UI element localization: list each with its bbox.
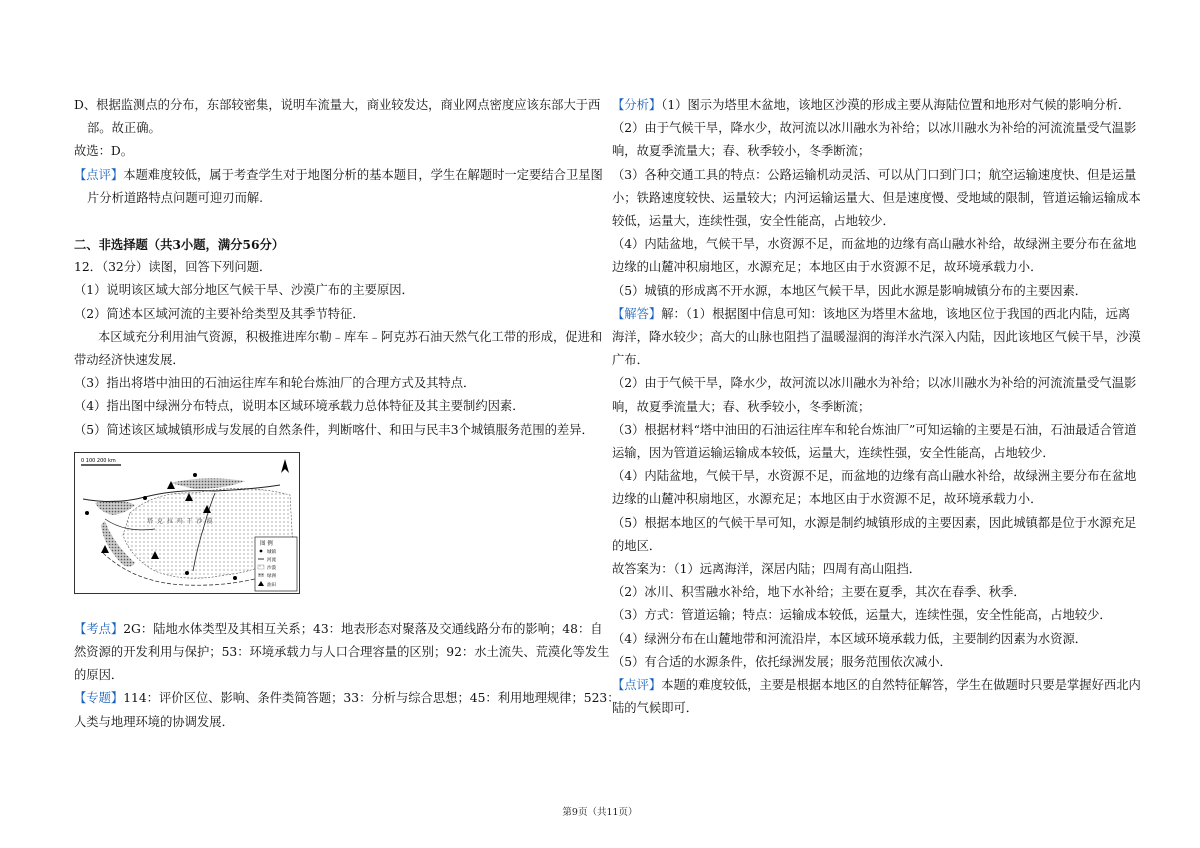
page-footer: 第9页（共11页） [562, 807, 638, 818]
kaodian-tag: 【考点】 [74, 621, 124, 636]
town-marker [185, 571, 189, 575]
solution-text: （3）根据材料“塔中油田的石油运往库车和轮台炼油厂”可知运输的主要是石油，石油最适合管道 [612, 422, 1137, 437]
oasis-belt [170, 478, 245, 489]
solution-text: （4）内陆盆地，气候干旱，水资源不足，而盆地的边缘有高山融水补给，故绿洲主要分布在盆地 [612, 469, 1137, 484]
left-column [74, 94, 620, 734]
legend-item: 绿洲 [267, 573, 276, 579]
town-marker [193, 473, 197, 477]
right-column [612, 94, 1141, 720]
zhuanti-paragraph [74, 687, 620, 710]
analysis-text: 小；铁路速度较快、运量较大；内河运输运量大、但是速度慢、受地域的限制，管道运输运输成本 [612, 190, 1141, 205]
kaodian-text: 2G：陆地水体类型及其相互关系；43：地表形态对聚落及交通线路分布的影响；48：自 [123, 621, 603, 636]
analysis-tag: 【分析】 [612, 98, 662, 112]
answer-line: （3）方式：管道运输；特点：运输成本较低，运量大，连续性强，安全性能高，占地较少． [612, 608, 1112, 623]
analysis-text: （1）图示为塔里木盆地，该地区沙漠的形成主要从海陆位置和地形对气候的影响分析． [661, 98, 1131, 112]
map-graphic [75, 453, 299, 593]
review-tag: 【点评】 [612, 678, 662, 693]
question-item: （5）简述该区域城镇形成与发展的自然条件，判断喀什、和田与民丰3个城镇服务范围的差异． [74, 422, 594, 437]
solution-text: 广布． [612, 353, 649, 368]
analysis-text: 边缘的山麓冲积扇地区，水源充足；本地区由于水资源不足，故环境承载力小． [612, 260, 1043, 275]
oil-field-marker [101, 545, 109, 553]
legend-title: 图 例 [260, 540, 273, 547]
kaodian-text: 的原因． [74, 668, 124, 683]
scale-text: 0 100 200 km [81, 457, 116, 464]
town-marker [85, 511, 89, 515]
question-item: （1）说明该区域大部分地区气候干旱、沙漠广布的主要原因． [74, 283, 414, 298]
legend-item: 油田 [267, 582, 276, 588]
analysis-text: （3）各种交通工具的特点：公路运输机动灵活、可以从门口到门口；航空运输速度快、但是运量 [612, 167, 1137, 182]
answer-line: （2）冰川、积雪融水补给，地下水补给；主要在夏季，其次在春季、秋季． [612, 585, 1026, 600]
solution-text: 运输，因为管道运输运输成本较低，运量大，连续性强，安全性能高，占地较少． [612, 446, 1055, 461]
tarim-basin-map [74, 452, 300, 594]
zhuanti-text: 114：评价区位、影响、条件类简答题；33：分析与综合思想；45：利用地理规律；523： [123, 691, 620, 706]
zhuanti-text: 人类与地理环境的协调发展． [74, 714, 234, 729]
oasis-belt [95, 500, 135, 515]
review-text: 本题难度较低，属于考查学生对于地图分析的基本题目，学生在解题时一定要结合卫星图 [123, 167, 603, 182]
question-item: （3）指出将塔中油田的石油运往库车和轮台炼油厂的合理方式及其特点． [74, 376, 476, 391]
option-d-line: D、根据监测点的分布，东部较密集，说明车流量大，商业较发达，商业网点密度应该东部大于西 [74, 98, 601, 112]
analysis-text: 响，故夏季流量大；春、秋季较小，冬季断流； [612, 144, 871, 159]
solution-tag: 【解答】 [612, 306, 662, 321]
analysis-paragraph [612, 94, 1132, 117]
review-tag: 【点评】 [74, 167, 124, 182]
solution-text: 响，故夏季流量大；春、秋季较小，冬季断流； [612, 399, 871, 414]
town-marker [143, 496, 147, 500]
solution-text: 边缘的山麓冲积扇地区，水源充足；本地区由于水资源不足，故环境承载力小． [612, 492, 1043, 507]
analysis-text: 较低，运量大，连续性强，安全性能高，占地较少． [612, 214, 895, 229]
legend-item: 城镇 [267, 549, 276, 555]
analysis-text: （4）内陆盆地，气候干旱，水资源不足，而盆地的边缘有高山融水补给，故绿洲主要分布在盆地 [612, 237, 1137, 252]
legend-item: 沙漠 [267, 565, 276, 571]
answer-line: 故答案为：（1）远离海洋，深居内陆；四周有高山阻挡． [612, 562, 922, 577]
north-arrow [281, 459, 289, 473]
solution-paragraph [612, 303, 1132, 326]
review-text: 本题的难度较低，主要是根据本地区的自然特征解答，学生在做题时只要是掌握好西北内 [661, 678, 1141, 693]
question-item: （2）简述本区域河流的主要补给类型及其季节特征． [74, 306, 365, 321]
solution-text: 的地区． [612, 538, 662, 553]
analysis-text: （5）城镇的形成离不开水源，本地区气候干旱，因此水源是影响城镇分布的主要因素． [612, 283, 1088, 298]
solution-text: （2）由于气候干旱，降水少，故河流以冰川融水为补给；以冰川融水为补给的河流流量受气温影 [612, 376, 1137, 391]
desert-label: 塔 克 拉 玛 干 沙 漠 [147, 517, 214, 525]
review-text: 片分析道路特点问题可迎刃而解. [87, 190, 264, 205]
solution-text: 解：（1）根据图中信息可知：该地区为塔里木盆地，该地区位于我国的西北内陆，远离 [661, 306, 1131, 321]
material-text: 带动经济快速发展． [74, 353, 185, 368]
answer-line: （4）绿洲分布在山麓地带和河流沿岸，本区域环境承载力低，主要制约因素为水资源． [612, 631, 1088, 646]
solution-text: （5）根据本地区的气候干旱可知，水源是制约城镇形成的主要因素，因此城镇都是位于水源充足 [612, 515, 1137, 530]
question-item: （4）指出图中绿洲分布特点，说明本区域环境承载力总体特征及其主要制约因素． [74, 399, 525, 414]
review-paragraph [612, 674, 1141, 697]
legend-item: 河流 [267, 557, 276, 563]
material-text: 本区域充分利用油气资源，积极推进库尔勒﹣库车﹣阿克苏石油天然气化工带的形成，促进和 [98, 329, 603, 344]
analysis-text: （2）由于气候干旱，降水少，故河流以冰川融水为补给；以冰川融水为补给的河流流量受气温影 [612, 121, 1137, 136]
review-text: 陆的气候即可． [612, 701, 699, 716]
kaodian-text: 然资源的开发利用与保护；53：环境承载力与人口合理容量的区别；92：水土流失、荒漠化等发生 [74, 645, 610, 660]
solution-text: 海洋，降水较少；高大的山脉也阻挡了温暖湿润的海洋水汽深入内陆，因此该地区气候干旱，沙漠 [612, 330, 1141, 345]
option-d-line: 部。故正确。 [87, 121, 161, 136]
kaodian-paragraph [74, 618, 603, 641]
town-marker [233, 576, 237, 580]
answer-line: （5）有合适的水源条件，依托绿洲发展；服务范围依次减小． [612, 654, 952, 669]
answer-choice: 故选：D。 [74, 144, 134, 159]
zhuanti-tag: 【专题】 [74, 691, 124, 706]
review-paragraph [74, 164, 603, 187]
section-heading: 二、非选择题（共3小题，满分56分） [74, 237, 285, 253]
question-stem: 12．（32分）读图，回答下列问题． [74, 260, 272, 275]
